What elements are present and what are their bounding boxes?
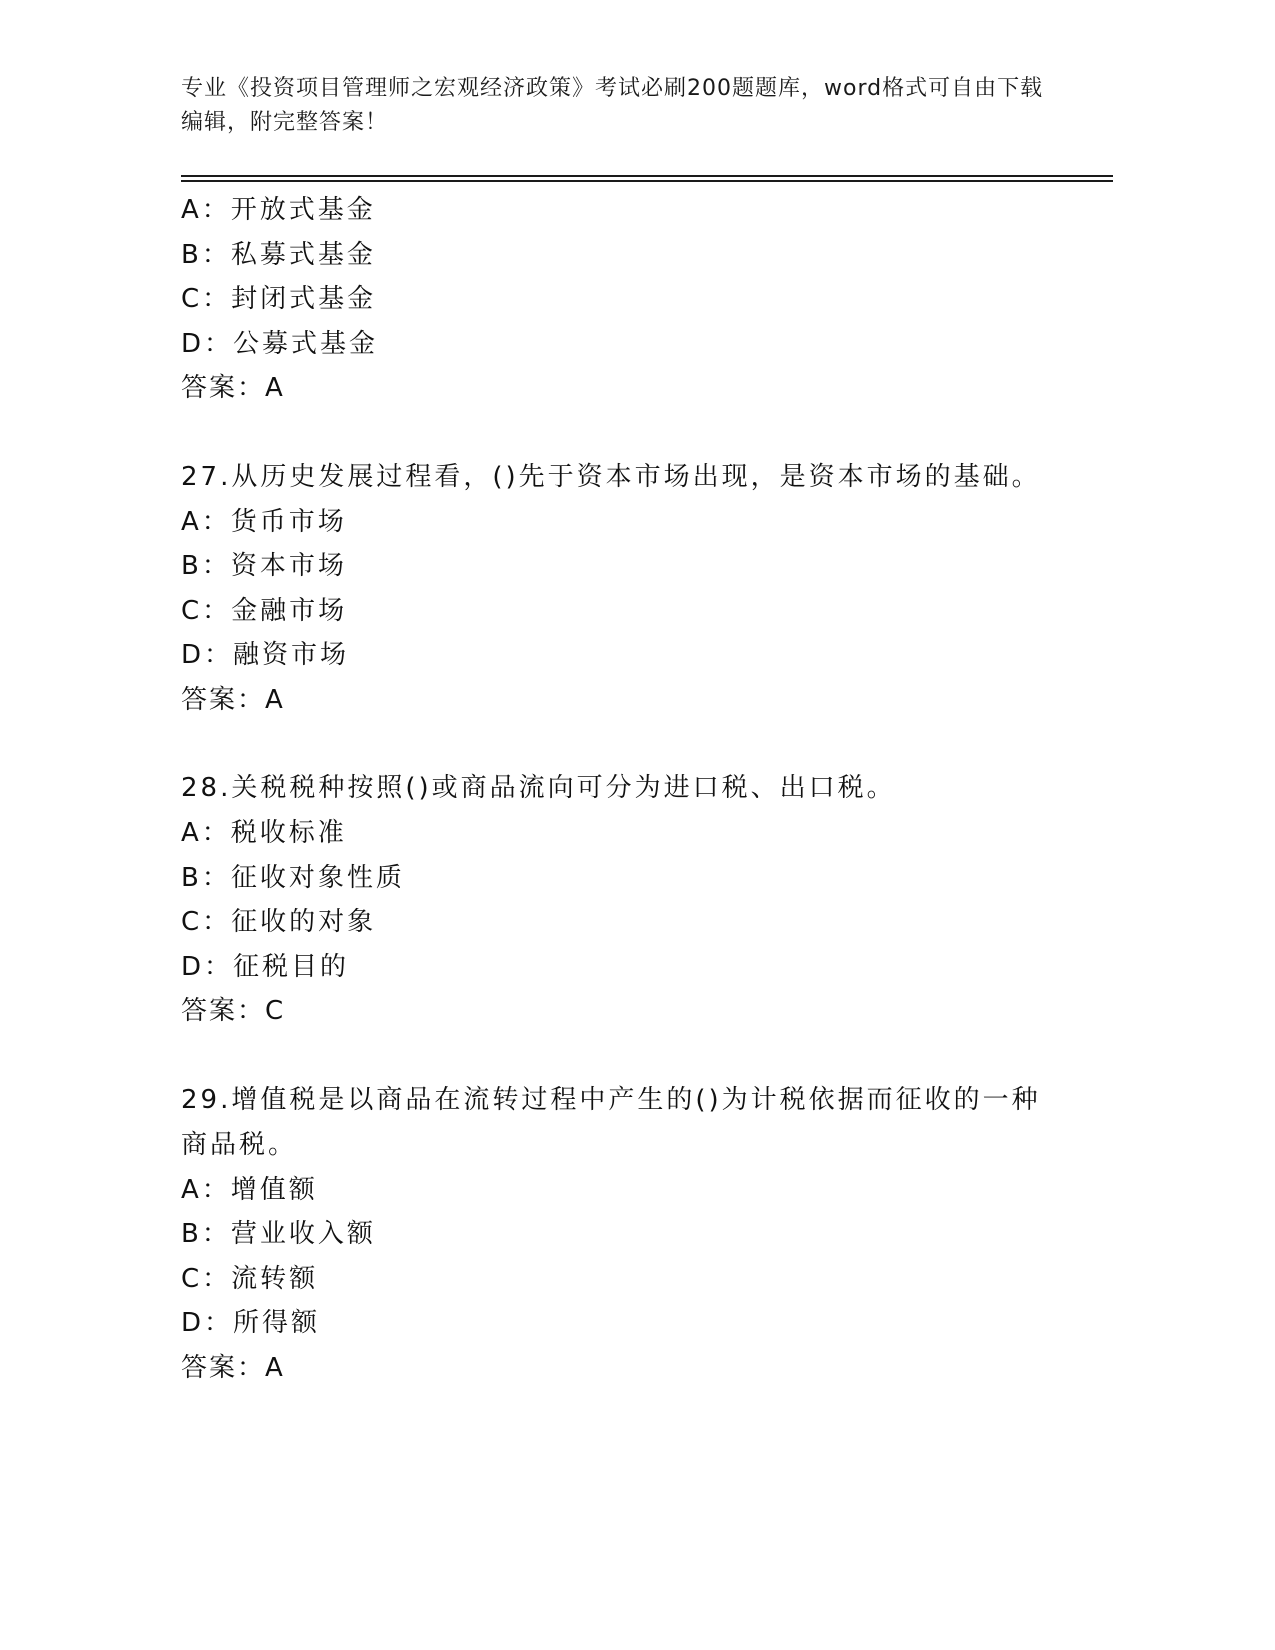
option-c: C：封闭式基金 <box>181 284 377 314</box>
option-d: D：征税目的 <box>181 951 350 982</box>
option-a: A：开放式基金 <box>181 195 376 225</box>
answer-label: 答案： <box>181 1352 266 1383</box>
option-a: A：货币市场 <box>181 506 347 537</box>
option-c: C：征收的对象 <box>181 907 377 937</box>
answer-line <box>181 989 1081 1034</box>
option-a: A：税收标准 <box>181 818 347 848</box>
question-block-29 <box>181 1078 1081 1391</box>
question-list <box>181 188 1081 1390</box>
answer-label: 答案： <box>181 373 266 403</box>
answer-value: C <box>265 996 286 1026</box>
option-b: B：征收对象性质 <box>181 862 405 893</box>
answer-label: 答案： <box>181 684 266 715</box>
question-block-26 <box>181 188 1081 411</box>
answer-value: A <box>265 684 285 715</box>
option-d: D：所得额 <box>181 1308 321 1338</box>
answer-line <box>181 1346 1081 1391</box>
question-text: 27.从历史发展过程看，()先于资本市场出现，是资本市场的基础。 <box>181 461 1041 492</box>
question-block-28 <box>181 766 1081 1034</box>
option-d: D：公募式基金 <box>181 328 379 359</box>
answer-value: A <box>265 373 285 403</box>
page-header: 专业《投资项目管理师之宏观经济政策》考试必刷200题题库，word格式可自由下载编辑，附完整答案！ <box>181 76 1044 135</box>
question-text: 29.增值税是以商品在流转过程中产生的()为计税依据而征收的一种商品税。 <box>181 1084 1041 1160</box>
answer-label: 答案： <box>181 996 266 1026</box>
answer-value: A <box>265 1352 285 1383</box>
answer-line <box>181 678 1081 723</box>
option-d: D：融资市场 <box>181 640 350 670</box>
header-divider-top <box>181 175 1113 177</box>
option-b: B：资本市场 <box>181 551 347 581</box>
question-text: 28.关税税种按照()或商品流向可分为进口税、出口税。 <box>181 773 896 803</box>
option-c: C：流转额 <box>181 1263 319 1294</box>
option-b: B：私募式基金 <box>181 239 376 270</box>
header-divider-bottom <box>181 180 1113 182</box>
option-a: A：增值额 <box>181 1174 318 1205</box>
question-block-27 <box>181 455 1081 723</box>
option-b: B：营业收入额 <box>181 1219 376 1249</box>
option-c: C：金融市场 <box>181 595 348 626</box>
answer-line <box>181 366 1081 411</box>
